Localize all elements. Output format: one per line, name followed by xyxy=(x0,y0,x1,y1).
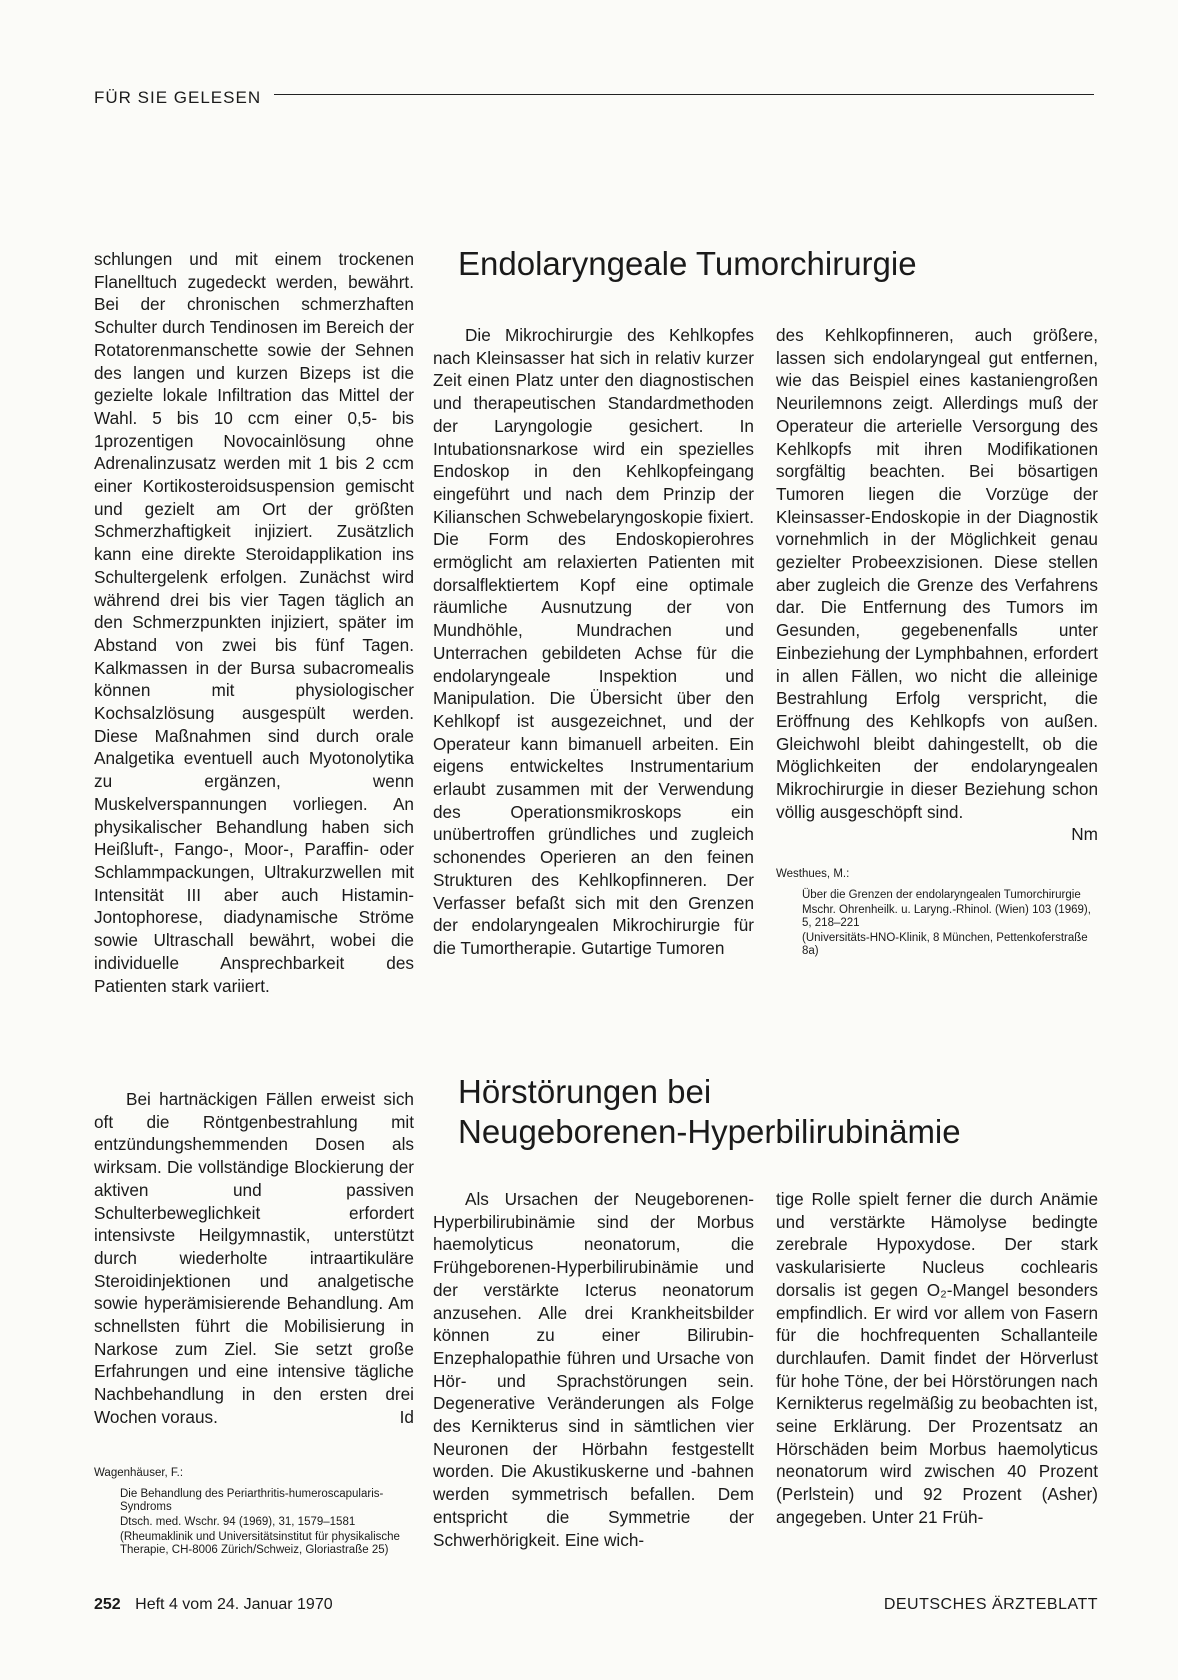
journal-name: DEUTSCHES ÄRZTEBLATT xyxy=(883,1596,1098,1613)
article1-title: Endolaryngeale Tumorchirurgie xyxy=(458,245,917,282)
article1-text-2: des Kehlkopfinneren, auch größere, lassen sich endolaryngeal gut entfernen, wie das Beispiel eines kastaniengroßen Neurilemnons zeigt. Allerdings muß der Operateur die arterielle Versorgung des Kehlkopfs mit ihren Modifikationen sorgfältig beachten. Bei bösartigen Tumoren liegen die Vorzüge der Kleinsasser-Endoskopie in der Diagnostik vornehmlich in der Möglichkeit genau gezielter Probeexzisionen. Diese stellen aber zugleich die Grenze des Verfahrens dar. Die Entfernung des Tumors im Gesunden, gegebenenfalls unter Einbeziehung der Lymphbahnen, erfordert in allen Fällen, wo nicht die alleinige Bestrahlung Erfolg verspricht, die Eröffnung des Kehlkopfs von außen. Gleichwohl bleibt dahingestellt, ob die Möglichkeiten der endolaryngealen Mikrochirurgie in dieser Beziehung schon völlig ausgeschöpft sind. Nm xyxy=(776,325,1098,845)
ref-journal: Dtsch. med. Wschr. 94 (1969), 31, 1579–1581 xyxy=(120,1516,356,1528)
header-rule xyxy=(274,94,1094,95)
article1-reference xyxy=(776,868,1096,960)
issue-info: Heft 4 vom 24. Januar 1970 xyxy=(135,1596,333,1613)
section-header xyxy=(94,88,1094,118)
article1-signature: Nm xyxy=(1071,824,1098,845)
ref-author: Wagenhäuser, F.: xyxy=(94,1467,184,1479)
article1-text-1: Die Mikrochirurgie des Kehlkopfes nach Kleinsasser hat sich in relativ kurzer Zeit einen Platz unter den diagnostischen und therapeutischen Standardmethoden der Laryngologie gesichert. In Intubationsnarkose wird ein spezielles Endoskop in den Kehlkopfeingang eingeführt und nach dem Prinzip der Kilianschen Schwebelaryngoskopie fixiert. Die Form des Endoskopierohres ermöglicht am relaxierten Patienten mit dorsalflektiertem Kopf eine optimale räumliche Ausnutzung der von Mundhöhle, Mundrachen und Unterrachen gebildeten Achse für die endolaryngeale Inspektion und Manipulation. Die Übersicht über den Kehlkopf ist ausgezeichnet, und der Operateur kann bimanuell arbeiten. Ein eigens entwickeltes Instrumentarium erlaubt zusammen mit der Verwendung des Operationsmikroskops ein unübertroffen gründliches und zugleich schonendes Operieren an den feinen Strukturen des Kehlkopfinneren. Der Verfasser befaßt sich mit den Grenzen der endolaryngealen Mikrochirurgie für die Tumortherapie. Gutartige Tumoren xyxy=(433,325,754,958)
left-column xyxy=(94,248,414,997)
article2-text-2: tige Rolle spielt ferner die durch Anämie und verstärkte Hämolyse bedingte zerebrale Hypoxydose. Der stark vaskularisierte Nucleus cochlearis dorsalis ist gegen O₂-Mangel besonders empfindlich. Er wird vor allem von Fasern für die hochfrequenten Schallanteile durchlaufen. Damit findet der Hörverlust für hohe Töne, der bei Hörstörungen nach Kernikterus regelmäßig zu beobachten ist, seine Erklärung. Der Prozentsatz an Hörschäden beim Morbus haemolyticus neonatorum wird zwischen 40 Prozent (Perlstein) und 92 Prozent (Asher) angegeben. Unter 21 Früh- xyxy=(776,1189,1098,1527)
left-paragraph-2: Bei hartnäckigen Fällen erweist sich oft die Röntgenbestrahlung mit entzündungshemmenden Dosen als wirksam. Die vollständige Blockierung der aktiven und passiven Schulterbeweglichkeit erfordert intensivste Heilgymnastik, unterstützt durch wiederholte intraartikuläre Steroidinjektionen und analgetische sowie hyperämisierende Behandlung. Am schnellsten führt die Mobilisierung in Narkose zum Ziel. Sie setzt große Erfahrungen und eine intensive tägliche Nachbehandlung in den ersten drei Wochen voraus. Id xyxy=(94,1089,414,1427)
ref-title: Über die Grenzen der endolaryngealen Tumorchirurgie xyxy=(802,889,1081,901)
ref-address: (Rheumaklinik und Universitätsinstitut für physikalische Therapie, CH-8006 Zürich/Schweiz, Gloriastraße 25) xyxy=(120,1531,400,1556)
left-column-continued xyxy=(94,1088,414,1429)
left-reference xyxy=(94,1467,414,1559)
article2-text-1: Als Ursachen der Neugeborenen-Hyperbilirubinämie sind der Morbus haemolyticus neonatorum, die Frühgeborenen-Hyperbilirubinämie und der verstärkte Icterus neonatorum anzusehen. Alle drei Krankheitsbilder können zu einer Bilirubin-Enzephalopathie führen und Ursache von Hör- und Sprachstörungen sein. Degenerative Veränderungen als Folge des Kernikterus sind in sämtlichen vier Neuronen der Hörbahn festgestellt worden. Die Akustikuskerne und -bahnen werden symmetrisch befallen. Dem entspricht die Symmetrie der Schwerhörigkeit. Eine wich- xyxy=(433,1189,754,1550)
left-paragraph-1: schlungen und mit einem trockenen Flanelltuch zugedeckt werden, bewährt. Bei der chronischen schmerzhaften Schulter durch Tendinosen im Bereich der Rotatorenmanschette sowie der Sehnen des langen und kurzen Bizeps ist die gezielte lokale Infiltration das Mittel der Wahl. 5 bis 10 ccm einer 0,5- bis 1prozentigen Novocainlösung ohne Adrenalinzusatz werden mit 1 bis 2 ccm einer Kortikosteroidsuspension gemischt und gezielt am Ort der größten Schmerzhaftigkeit injiziert. Zusätzlich kann eine direkte Steroidapplikation ins Schultergelenk erfolgen. Zunächst wird während drei bis vier Tagen täglich an den Schmerzpunkten injiziert, später im Abstand von zwei bis fünf Tagen. Kalkmassen in der Bursa subacromealis können mit physiologischer Kochsalzlösung ausgespült werden. Diese Maßnahmen sind durch orale Analgetika eventuell auch Myotonolytika zu ergänzen, wenn Muskelverspannungen vorliegen. An physikalischer Behandlung haben sich Heißluft-, Fango-, Moor-, Paraffin- oder Schlammpackungen, Ultrakurzwellen mit Intensität III aber auch Histamin-Jontophorese, diadynamische Ströme sowie Ultraschall bewährt, wobei die individuelle Ansprechbarkeit des Patienten stark variiert. xyxy=(94,249,414,996)
ref-address: (Universitäts-HNO-Klinik, 8 München, Pettenkoferstraße 8a) xyxy=(802,932,1088,957)
page-footer xyxy=(94,1596,333,1614)
left-signature: Id xyxy=(399,1406,414,1427)
page-number: 252 xyxy=(94,1596,121,1613)
article1-column-1 xyxy=(433,324,754,960)
article2-title xyxy=(458,1072,961,1152)
ref-author: Westhues, M.: xyxy=(776,868,850,880)
article2-column-1 xyxy=(433,1188,754,1551)
section-label: FÜR SIE GELESEN xyxy=(94,88,269,108)
ref-title: Die Behandlung des Periarthritis-humeroscapularis-Syndroms xyxy=(120,1488,384,1513)
ref-journal: Mschr. Ohrenheilk. u. Laryng.-Rhinol. (Wien) 103 (1969), 5, 218–221 xyxy=(802,904,1091,929)
article2-title-line-2: Neugeborenen-Hyperbilirubinämie xyxy=(458,1113,961,1150)
article1-column-2 xyxy=(776,324,1098,846)
article2-title-line-1: Hörstörungen bei xyxy=(458,1073,712,1110)
article2-column-2 xyxy=(776,1188,1098,1529)
